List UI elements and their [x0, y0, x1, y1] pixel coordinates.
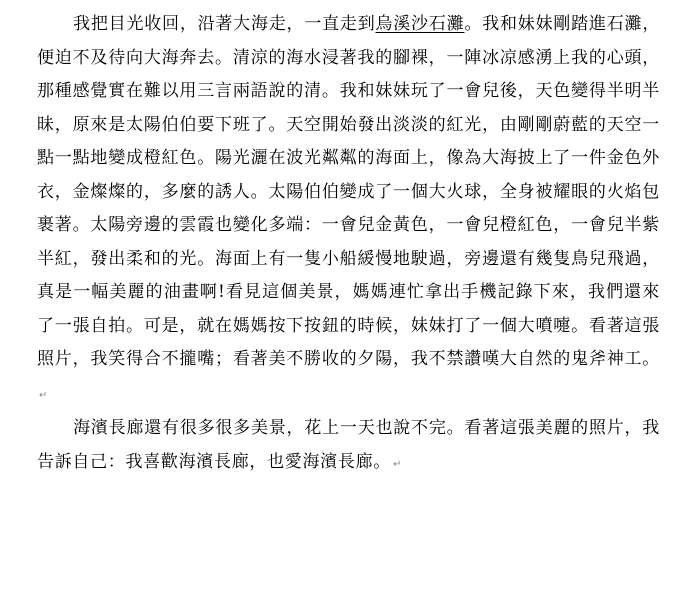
paragraph-1-text-rest: 。我和妹妹剛踏進石灘，便迫不及待向大海奔去。清涼的海水浸著我的腳裸，一陣冰凉感湧上我的心頭，那種感覺實在難以用三言兩語說的清。我和妹妹玩了一會兒後，天色變得半明半昧，原來是太陽伯伯要下班了。天空開始發出淡淡的紅光，由剛剛蔚藍的天空一點一點地變成橙紅色。陽光灑在波光粼粼的海面上，像為大海披上了一件金色外衣，金燦燦的，多麼的誘人。太陽伯伯變成了一個大火球，全身被耀眼的火焰包裹著。太陽旁邊的雲霞也變化多端：一會兒金黃色，一會兒橙紅色，一會兒半紫半紅，發出柔和的光。海面上有一隻小船緩慢地駛過，旁邊還有幾隻鳥兒飛過，真是一幅美麗的油畫啊!看見這個美景，媽媽連忙拿出手機記錄下來，我們還來了一張自拍。可是，就在媽媽按下按鈕的時候，妹妹打了一個大噴嚏。看著這張照片，我笑得合不攏嘴；看著美不勝收的夕陽，我不禁讚嘆大自然的鬼斧神工。 — [37, 14, 661, 369]
underlined-place-name: 烏溪沙石灘 — [375, 14, 465, 34]
paragraph-1 — [37, 8, 660, 412]
paragraph-mark-icon: ↵ — [39, 389, 48, 401]
paragraph-1-text-start: 我把目光收回，沿著大海走，一直走到 — [73, 14, 376, 34]
paragraph-2 — [37, 412, 660, 481]
paragraph-mark-icon: ↵ — [393, 458, 402, 470]
paragraph-2-text: 海濱長廊還有很多很多美景，花上一天也說不完。看著這張美麗的照片，我告訴自己：我喜歡海濱長廊，也愛海濱長廊。 — [37, 418, 660, 472]
